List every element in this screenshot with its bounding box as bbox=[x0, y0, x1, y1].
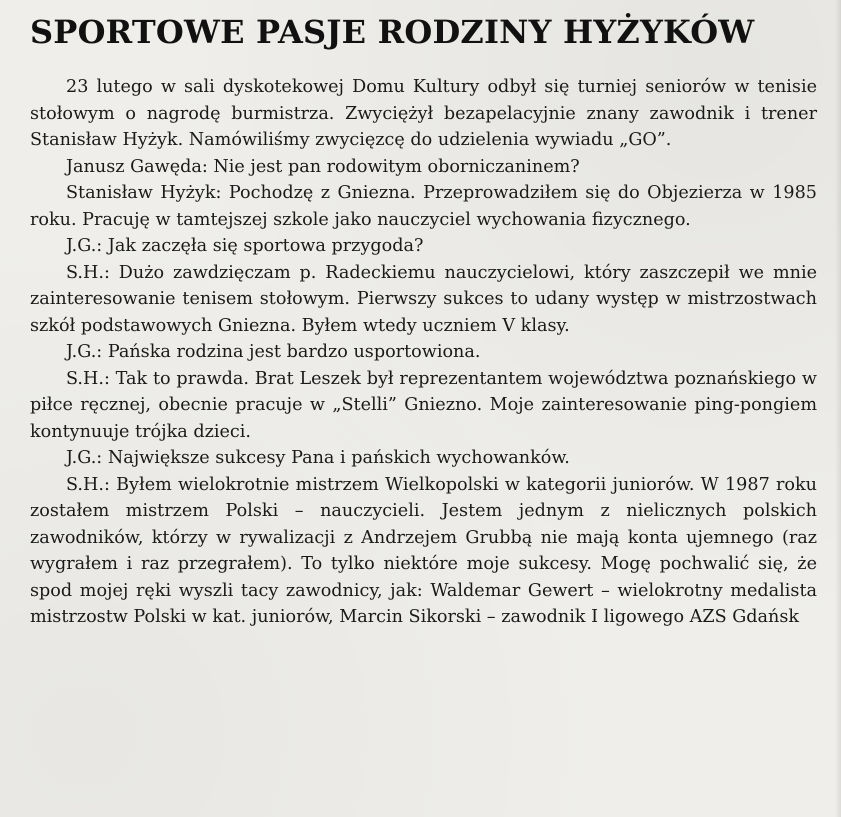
scan-edge-shadow bbox=[835, 0, 841, 817]
article-paragraph-question: Janusz Gawęda: Nie jest pan rodowitym oborniczaninem? bbox=[66, 156, 580, 177]
article-paragraph-answer: S.H.: Byłem wielokrotnie mistrzem Wielkopolski w kategorii juniorów. W 1987 roku zostałem mistrzem Polski – nauczycieli. Jestem jednym z nielicznych polskich zawodników, którzy w rywalizacji z Andrzejem Grubbą nie mają konta ujemnego (raz wygrałem i raz przegrałem). To tylko niektóre moje sukcesy. Mogę pochwalić się, że spod mojej ręki wyszli tacy zawodnicy, jak: Waldemar Gewert – wielokrotny medalista mistrzostw Polski w kat. juniorów, Marcin Sikorski – zawodnik I ligowego AZS Gdańsk bbox=[30, 474, 817, 627]
article-paragraph-intro: 23 lutego w sali dyskotekowej Domu Kultury odbył się turniej seniorów w tenisie stołowym o nagrodę burmistrza. Zwyciężył bezapelacyjnie znany zawodnik i trener Stanisław Hyżyk. Namówiliśmy zwycięzcę do udzielenia wywiadu „GO”. bbox=[30, 77, 817, 150]
article-paragraph-answer: S.H.: Tak to prawda. Brat Leszek był reprezentantem województwa poznańskiego w piłce ręcznej, obecnie pracuje w „Stelli” Gniezno. Moje zainteresowanie ping-pongiem kontynuuje trójka dzieci. bbox=[30, 368, 817, 442]
article-body bbox=[30, 74, 817, 631]
article-paragraph-answer: S.H.: Dużo zawdzięczam p. Radeckiemu nauczycielowi, który zaszczepił we mnie zainteresowanie tenisem stołowym. Pierwszy sukces to udany występ w mistrzostwach szkół podstawowych Gniezna. Byłem wtedy uczniem V klasy. bbox=[30, 262, 817, 336]
article-paragraph-question: J.G.: Pańska rodzina jest bardzo usportowiona. bbox=[66, 342, 481, 362]
article-headline: SPORTOWE PASJE RODZINY HYŻYKÓW bbox=[30, 13, 755, 51]
article-paragraph-answer: Stanisław Hyżyk: Pochodzę z Gniezna. Przeprowadziłem się do Objezierza w 1985 roku. Pracuję w tamtejszej szkole jako nauczyciel wychowania fizycznego. bbox=[30, 183, 817, 230]
article-paragraph-question: J.G.: Największe sukcesy Pana i pańskich wychowanków. bbox=[66, 448, 570, 468]
article-paragraph-question: J.G.: Jak zaczęła się sportowa przygoda? bbox=[66, 236, 424, 256]
